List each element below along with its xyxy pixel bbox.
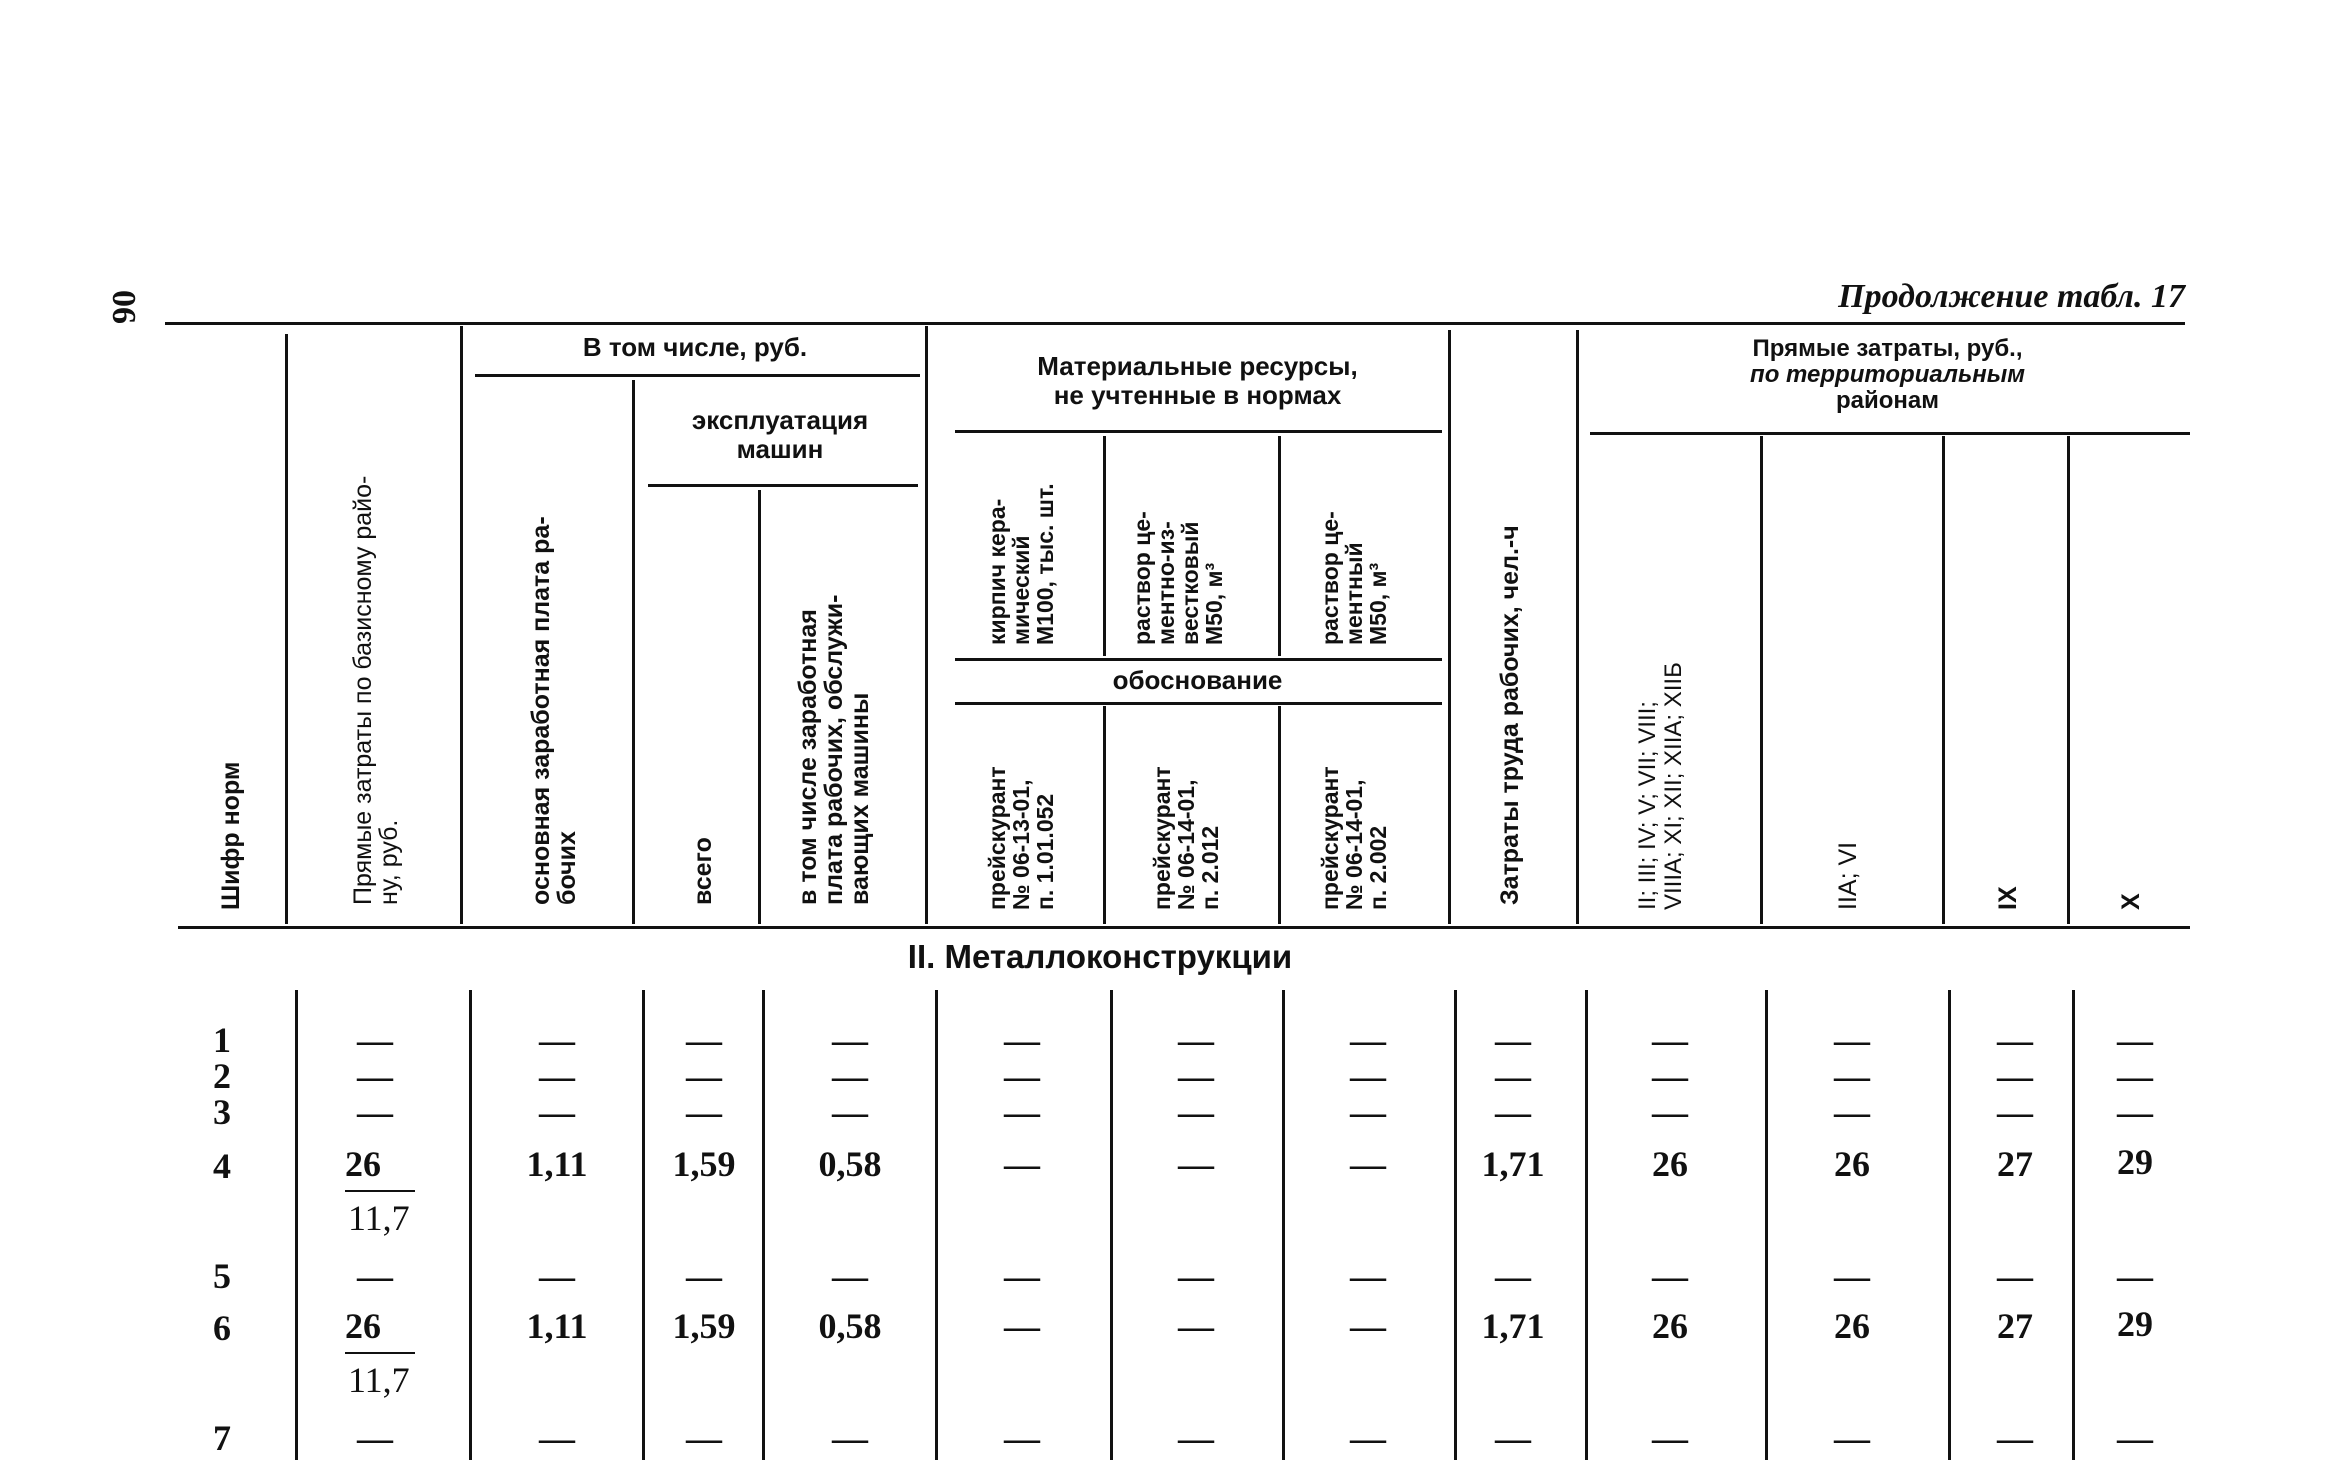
cell: 26 <box>1834 1144 1870 1184</box>
basis-bottom-rule <box>955 702 1442 705</box>
machine-total-header: всего <box>689 837 717 905</box>
cell: 29 <box>2117 1304 2153 1344</box>
direct-costs-header: Прямые затраты по базисному райо- ну, руб. <box>349 475 403 905</box>
brick-header: кирпич кера- мический М100, тыс. шт. <box>984 483 1058 645</box>
cell: 1,71 <box>1481 1306 1545 1346</box>
cell: — <box>1652 1418 1688 1458</box>
cell: — <box>1834 1020 1870 1060</box>
cell: — <box>1834 1418 1870 1458</box>
regional-group-header: Прямые затраты, руб., по территориальным районам <box>1750 335 2025 414</box>
section-title: II. Металлоконструкции <box>907 938 1293 975</box>
machine-group-header: эксплуатация машин <box>691 405 869 464</box>
cell: — <box>832 1418 868 1458</box>
cell: — <box>1178 1144 1214 1184</box>
body-vline <box>935 990 938 1460</box>
body-vline <box>762 990 765 1460</box>
cell: — <box>1997 1418 2033 1458</box>
header-vline <box>1103 706 1106 924</box>
cell: — <box>2117 1056 2153 1096</box>
cell-direct: — <box>357 1092 393 1132</box>
row-number: 6 <box>213 1308 231 1348</box>
cell: — <box>539 1418 575 1458</box>
cell: — <box>832 1256 868 1296</box>
materials-group-header: Материальные ресурсы, не учтенные в нормах <box>1037 351 1358 410</box>
row-number: 5 <box>213 1256 231 1296</box>
header-vline <box>1576 330 1579 924</box>
cell: — <box>1495 1056 1531 1096</box>
incl-group-header: В том числе, руб. <box>582 332 808 362</box>
body-vline <box>642 990 645 1460</box>
regional-group-rule <box>1590 432 2190 435</box>
body-vline <box>469 990 472 1460</box>
labor-header: Затраты труда рабочих, чел.-ч <box>1496 525 1524 905</box>
region-3-header: IX <box>1994 886 2022 910</box>
cell: — <box>1178 1306 1214 1346</box>
cell: 27 <box>1997 1144 2033 1184</box>
row-number: 7 <box>213 1418 231 1458</box>
cell-direct-total: 26 <box>345 1306 381 1346</box>
body-vline <box>1585 990 1588 1460</box>
cell: — <box>1997 1056 2033 1096</box>
cell: — <box>1004 1256 1040 1296</box>
incl-group-rule <box>475 374 920 377</box>
cell: — <box>1495 1020 1531 1060</box>
cell: — <box>539 1092 575 1132</box>
cell: — <box>1004 1306 1040 1346</box>
cell: — <box>539 1256 575 1296</box>
machine-group-rule <box>648 484 918 487</box>
cell: — <box>1350 1056 1386 1096</box>
cell: — <box>1004 1020 1040 1060</box>
cell: 26 <box>1834 1306 1870 1346</box>
cell: — <box>2117 1418 2153 1458</box>
cell: — <box>1652 1256 1688 1296</box>
header-vline <box>925 326 928 924</box>
cell: — <box>1350 1418 1386 1458</box>
cell: — <box>1495 1092 1531 1132</box>
cell: — <box>832 1020 868 1060</box>
body-vline <box>1948 990 1951 1460</box>
cell: — <box>1350 1092 1386 1132</box>
header-vline <box>1278 706 1281 924</box>
cell: — <box>832 1092 868 1132</box>
cell-direct: — <box>357 1020 393 1060</box>
cell: — <box>1350 1144 1386 1184</box>
cell: — <box>1178 1020 1214 1060</box>
header-vline <box>1942 436 1945 924</box>
header-vline <box>285 334 288 924</box>
basis-brick-header: прейскурант № 06-13-01, п. 1.01.052 <box>984 766 1058 910</box>
cell: — <box>1495 1418 1531 1458</box>
cell: — <box>1178 1092 1214 1132</box>
header-vline <box>2067 436 2070 924</box>
header-vline <box>1448 330 1451 924</box>
cell: — <box>1997 1020 2033 1060</box>
body-vline <box>1454 990 1457 1460</box>
base-wage-header: основная заработная плата ра- бочих <box>527 516 581 905</box>
cell: — <box>1350 1256 1386 1296</box>
cell: — <box>686 1020 722 1060</box>
header-vline <box>1103 436 1106 656</box>
page-number: 06 <box>105 290 142 324</box>
region-1-header: II; III; IV; V; VII; VIII; VIIIA; XI; XII; XIIA; XIIБ <box>1634 662 1687 910</box>
cell: — <box>1178 1418 1214 1458</box>
cell: 26 <box>1652 1306 1688 1346</box>
row-number: 2 <box>213 1056 231 1096</box>
header-vline <box>758 490 761 924</box>
cell: 0,58 <box>818 1144 882 1184</box>
cell-direct: — <box>357 1056 393 1096</box>
body-vline <box>295 990 298 1460</box>
cell: — <box>1178 1256 1214 1296</box>
cell-direct-total: 26 <box>345 1144 381 1184</box>
cell: — <box>1652 1020 1688 1060</box>
cell: — <box>832 1056 868 1096</box>
basis-top-rule <box>955 658 1442 661</box>
cell: — <box>1350 1020 1386 1060</box>
cell: 1,11 <box>526 1144 588 1184</box>
cell-direct: — <box>357 1418 393 1458</box>
cell: — <box>1178 1056 1214 1096</box>
mortar-lime-header: раствор це- ментно-из- вестковый М50, м³ <box>1129 511 1227 645</box>
region-2-header: IIA; VI <box>1834 841 1862 910</box>
cell: — <box>1834 1092 1870 1132</box>
cell: — <box>2117 1092 2153 1132</box>
row-number: 3 <box>213 1092 231 1132</box>
row-number: 1 <box>213 1020 231 1060</box>
cell: — <box>1495 1256 1531 1296</box>
fraction-bar <box>345 1352 415 1354</box>
cell: — <box>1350 1306 1386 1346</box>
materials-group-rule <box>955 430 1442 433</box>
cell: 27 <box>1997 1306 2033 1346</box>
cell: 0,58 <box>818 1306 882 1346</box>
region-4-header: X <box>2117 893 2145 910</box>
cell: 1,59 <box>672 1144 736 1184</box>
shifr-header: Шифр норм <box>217 761 245 910</box>
cell: — <box>686 1056 722 1096</box>
cell: — <box>1004 1056 1040 1096</box>
cell: — <box>1004 1092 1040 1132</box>
body-vline <box>1765 990 1768 1460</box>
cell: 1,59 <box>672 1306 736 1346</box>
cell: — <box>1997 1256 2033 1296</box>
body-vline <box>1110 990 1113 1460</box>
cell: — <box>539 1020 575 1060</box>
header-vline <box>1760 436 1763 924</box>
basis-cement-header: прейскурант № 06-14-01, п. 2.002 <box>1317 766 1391 910</box>
fraction-bar <box>345 1190 415 1192</box>
cell: — <box>686 1256 722 1296</box>
cell-direct-wage: 11,7 <box>348 1360 410 1400</box>
cell: — <box>1652 1092 1688 1132</box>
row-number: 4 <box>213 1146 231 1186</box>
cell: — <box>1652 1056 1688 1096</box>
cell-direct-wage: 11,7 <box>348 1198 410 1238</box>
basis-header: обоснование <box>1112 665 1283 695</box>
mortar-cement-header: раствор це- ментный М50, м³ <box>1317 511 1391 645</box>
cell: — <box>2117 1020 2153 1060</box>
header-vline <box>632 380 635 924</box>
top-rule <box>165 322 2185 325</box>
cell: 1,11 <box>526 1306 588 1346</box>
body-vline <box>2072 990 2075 1460</box>
cell: — <box>1834 1056 1870 1096</box>
cell: — <box>686 1418 722 1458</box>
cell: — <box>1997 1092 2033 1132</box>
cell: — <box>686 1092 722 1132</box>
header-vline <box>1278 436 1281 656</box>
continuation-title: Продолжение табл. 17 <box>1838 278 2185 315</box>
cell: — <box>1004 1144 1040 1184</box>
header-bottom-rule <box>178 926 2190 929</box>
body-vline <box>1282 990 1285 1460</box>
header-vline <box>460 326 463 924</box>
cell: 29 <box>2117 1142 2153 1182</box>
cell: 1,71 <box>1481 1144 1545 1184</box>
cell: — <box>1834 1256 1870 1296</box>
machine-wage-header: в том числе заработная плата рабочих, обслужи- вающих машины <box>794 594 874 905</box>
cell: — <box>539 1056 575 1096</box>
cell: — <box>2117 1256 2153 1296</box>
cell: 26 <box>1652 1144 1688 1184</box>
basis-lime-header: прейскурант № 06-14-01, п. 2.012 <box>1149 766 1223 910</box>
cell: — <box>1004 1418 1040 1458</box>
cell-direct: — <box>357 1256 393 1296</box>
